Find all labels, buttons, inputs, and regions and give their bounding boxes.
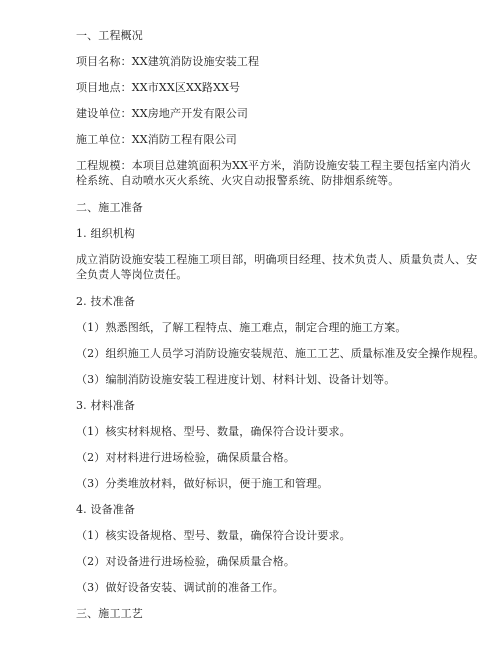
organization-paragraph: [76, 252, 478, 282]
project-scale-line-2: 栓系统、自动喷水灭火系统、火灾自动报警系统、防排烟系统等。: [76, 174, 400, 187]
equipment-item-3: （3）做好设备安装、调试前的准备工作。: [76, 581, 284, 594]
equipment-item-2: （2）对设备进行进场检验，确保质量合格。: [76, 555, 295, 568]
equipment-item-1: （1）核实设备规格、型号、数量，确保符合设计要求。: [76, 529, 351, 542]
materials-item-2: （2）对材料进行进场检验，确保质量合格。: [76, 451, 295, 464]
materials-item-3: （3）分类堆放材料，做好标识，便于施工和管理。: [76, 477, 329, 490]
project-name-line: 项目名称：XX建筑消防设施安装工程: [76, 55, 260, 68]
section-heading-overview: 一、工程概况: [76, 29, 143, 42]
materials-item-1: （1）核实材料规格、型号、数量，确保符合设计要求。: [76, 425, 351, 438]
project-location-line: 项目地点：XX市XX区XX路XX号: [76, 81, 241, 94]
technical-item-1: （1）熟悉图纸，了解工程特点、施工难点，制定合理的施工方案。: [76, 321, 407, 334]
organization-line-2: 全负责人等岗位责任。: [76, 268, 188, 281]
subheading-equipment: 4. 设备准备: [76, 503, 136, 516]
subheading-technical: 2. 技术准备: [76, 295, 136, 308]
section-heading-preparation: 二、施工准备: [76, 201, 143, 214]
subheading-organization: 1. 组织机构: [76, 227, 136, 240]
project-scale-line-1: 工程规模：本项目总建筑面积为XX平方米，消防设施安装工程主要包括室内消火: [76, 159, 472, 172]
technical-item-2: （2）组织施工人员学习消防设施安装规范、施工工艺、质量标准及安全操作规程。: [76, 347, 485, 360]
subheading-materials: 3. 材料准备: [76, 399, 136, 412]
construction-unit-line: 建设单位：XX房地产开发有限公司: [76, 107, 249, 120]
organization-line-1: 成立消防设施安装工程施工项目部，明确项目经理、技术负责人、质量负责人、安: [76, 253, 478, 266]
contractor-unit-line: 施工单位：XX消防工程有限公司: [76, 133, 237, 146]
section-heading-process: 三、施工工艺: [76, 607, 143, 620]
technical-item-3: （3）编制消防设施安装工程进度计划、材料计划、设备计划等。: [76, 373, 396, 386]
project-scale-paragraph: [76, 158, 472, 188]
